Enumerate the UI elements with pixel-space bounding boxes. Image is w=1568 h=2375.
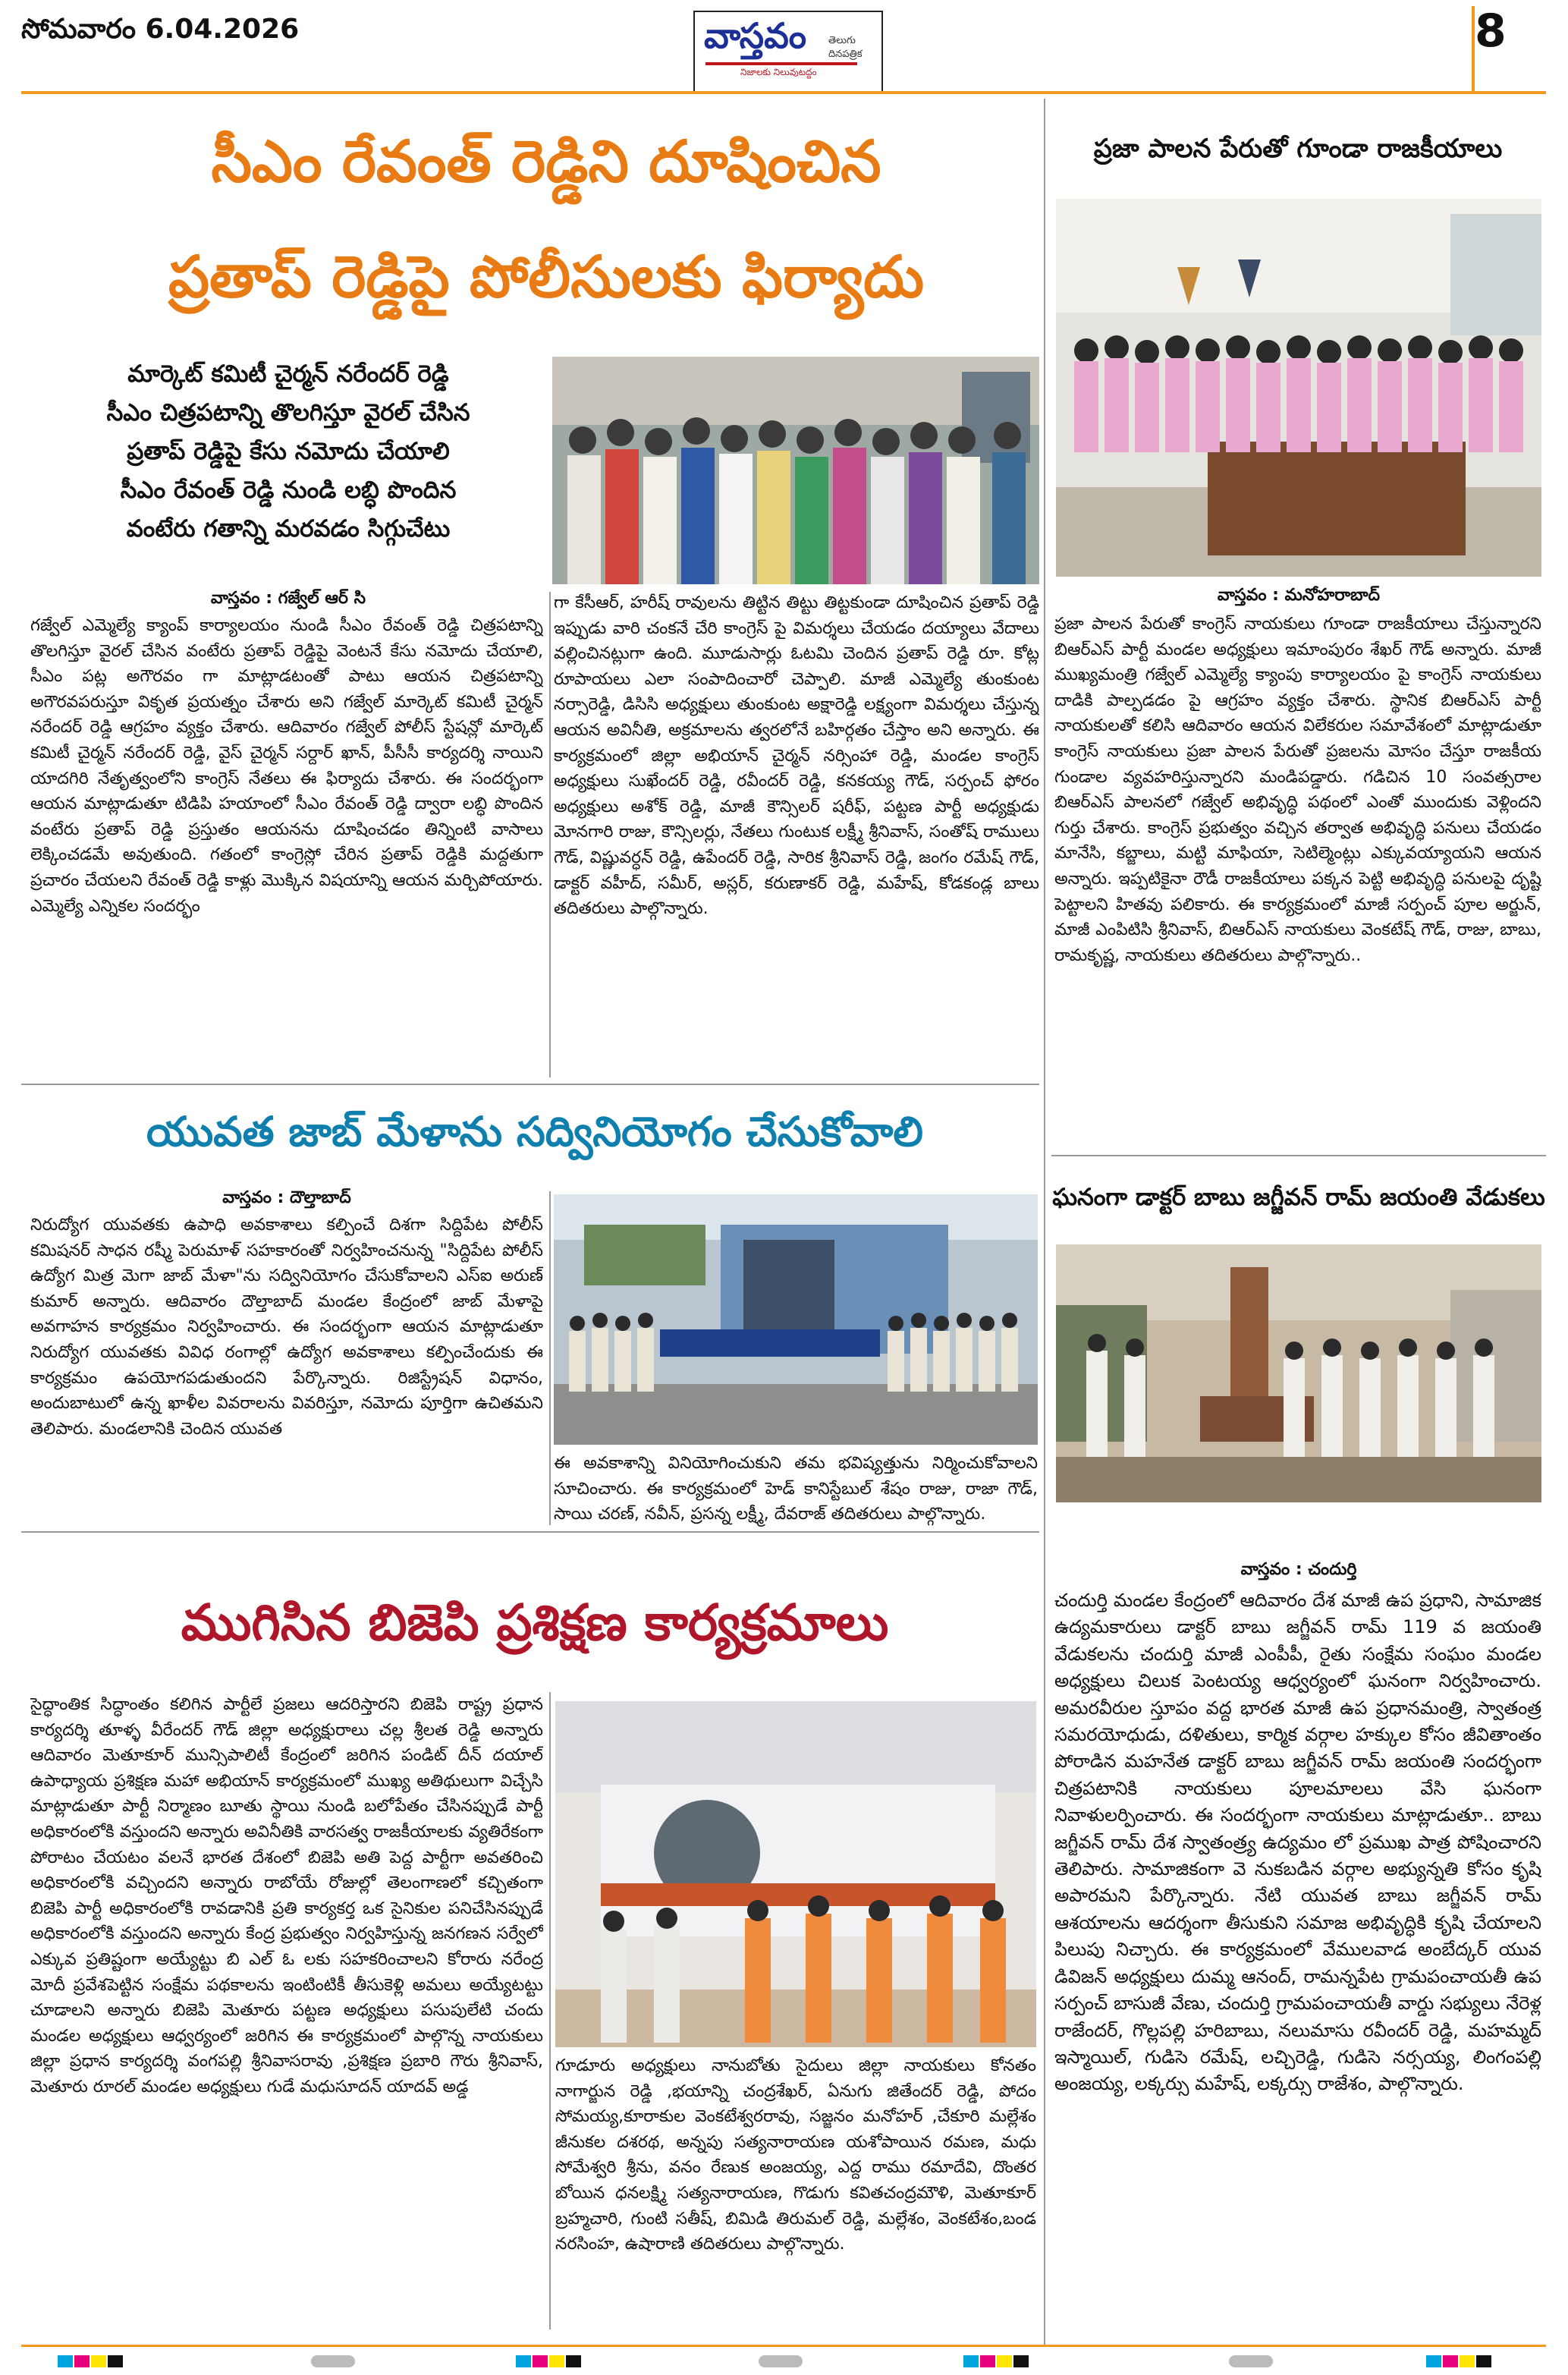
- black-swatch: [1013, 2355, 1029, 2367]
- story3-body-col1: నిరుద్యోగ యువతకు ఉపాధి అవకాశాలు కల్పించే దిశగా సిద్దిపేట పోలీస్ కమిషనర్ సాధన రష్మీ పెరుమాళ్ సహకారంతో నిర్వహించనున్న "సిద్దిపేట పోలీస్ ఉద్యోగ మిత్ర మెగా జాబ్ మేళా"ను సద్వినియోగం చేసుకోవాలని ఎస్ఐ అరుణ్ కుమార్ అన్నారు. ఆదివారం దౌల్తాబాద్ మండల కేంద్రంలో జాబ్ మేళాపై అవగాహన కార్యక్రమం నిర్వహించారు. ఈ సందర్భంగా ఆయన మాట్లాడుతూ నిరుద్యోగ యువతకు వివిధ రంగాల్లో ఉద్యోగ అవకాశాలు కల్పించేందుకు ఈ కార్యక్రమం ఉపయోగపడుతుందని పేర్కొన్నారు. రిజిస్ట్రేషన్ విధానం, అందుబాటులో ఉన్న ఖాళీల వివరాలను వివరిస్తూ, నమోదు పూర్తిగా ఉచితమని తెలిపారు. మండలానికి చెందిన యువత: [30, 1216, 543, 1439]
- newspaper-logo: [693, 11, 883, 93]
- story3-credit: వాస్తవం : దౌల్తాబాద్: [222, 1188, 351, 1207]
- black-swatch: [566, 2355, 581, 2367]
- story3-headline: యువత జాబ్ మేళాను సద్వినియోగం చేసుకోవాలి: [146, 1108, 923, 1156]
- cyan-swatch: [1426, 2355, 1441, 2367]
- masthead-rule: [21, 91, 1546, 94]
- logo-pen-bar: [705, 62, 857, 65]
- black-swatch: [108, 2355, 123, 2367]
- section-rule: [21, 1084, 1039, 1085]
- story5-body-col1: సైద్ధాంతిక సిద్ధాంతం కలిగిన పార్టీలే ప్రజలు ఆదరిస్తారని బిజెపి రాష్ట్ర ప్రధాన కార్యదర్శి తూళ్ళ వీరేందర్ గౌడ్ జిల్లా అధ్యక్షురాలు చల్ల శ్రీలత రెడ్డి అన్నారు ఆదివారం మెతూకూర్ మున్సిపాలిటీ కేంద్రంలో జరిగిన పండిట్ దీన్ దయాల్ ఉపాధ్యాయ ప్రశిక్షణ మహా అభియాన్ కార్యక్రమంలో ముఖ్య అతిథులుగా విచ్చేసి మాట్లాడుతూ పార్టీ నిర్మాణం బూతు స్థాయి నుండి బలోపేతం చేసినప్పుడే పార్టీ అధికారంలోకి వస్తుందని అన్నారు అవినీతికి వారసత్వ రాజకీయాలకు వ్యతిరేకంగా పోరాటం చేయటం వలనే భారత దేశంలో బిజెపి అతి పెద్ద పార్టీగా అవతరించి అధికారంలోకి వచ్చిందని అన్నారు రాబోయే రోజుల్లో తెలంగాణలో కచ్చితంగా బిజెపి పార్టీ అధికారంలోకి రావడానికి ప్రతి కార్యకర్త ఒక సైనికుల పనిచేసినప్పుడే అధికారంలోకి వస్తుందని అన్నారు కేంద్ర ప్రభుత్వం నిర్వహిస్తున్న జనగణన సర్వేలో ఎక్కువ ప్రతిష్టంగా అయ్యేట్టు బి ఎల్ ఓ లకు సహకరించాలని కోరారు నరేంద్ర మోదీ ప్రవేశపెట్టిన సంక్షేమ పథకాలను ఇంటింటికీ తీసుకెళ్లి అమలు అయ్యేటట్టు చూడాలని అన్నారు బిజెపి మెతూరు పట్టణ అధ్యక్షులు పసుపులేటి చందు మండల అధ్యక్షులు ఆధ్వర్యంలో జరిగిన ఈ కార్యక్రమంలో పాల్గొన్న నాయకులు జిల్లా ప్రధాన కార్యదర్శి వంగపల్లి శ్రీనివాసరావు ,ప్రశిక్షణ ప్రబారి గౌరు శ్రీనివాస్, మెతూరు రూరల్ మండల అధ్యక్షులు గుడే మధుసూదన్ యాదవ్ అడ్డ: [30, 1695, 543, 2097]
- story2-photo: [1056, 199, 1541, 577]
- magenta-swatch: [533, 2355, 548, 2367]
- yellow-swatch: [997, 2355, 1012, 2367]
- story4-headline: ఘనంగా డాక్టర్ బాబు జగ్జీవన్ రామ్ జయంతి వేడుకలు: [1052, 1184, 1545, 1211]
- story3-body-col2: ఈ అవకాశాన్ని వినియోగించుకుని తమ భవిష్యత్తును నిర్మించుకోవాలని సూచించారు. ఈ కార్యక్రమంలో హెడ్ కానిస్టేబుల్ శేషం రాజు, రాజా గౌడ్, సాయి చరణ్, నవీన్, ప్రసన్న లక్ష్మీ, దేవరాజ్ తదితరులు పాల్గొన్నారు.: [554, 1454, 1038, 1524]
- cyan-swatch: [58, 2355, 73, 2367]
- logo-tagline: నిజాలకు నిలువుటద్దం: [740, 67, 817, 77]
- magenta-swatch: [980, 2355, 995, 2367]
- section-rule: [21, 1531, 1039, 1533]
- story4-photo-illustration: [1056, 1244, 1541, 1502]
- yellow-swatch: [549, 2355, 564, 2367]
- story2-headline: ప్రజా పాలన పేరుతో గూండా రాజకీయాలు: [1093, 134, 1503, 164]
- deck-line: ప్రతాప్ రెడ్డిపై కేసు నమోదు చేయాలి: [127, 438, 450, 465]
- story2-body: ప్రజా పాలన పేరుతో కాంగ్రెస్ నాయకులు గూండా రాజకీయాలు చేస్తున్నారని బిఆర్ఎస్ పార్టీ మండల అధ్యక్షులు ఇమాంపురం శేఖర్ గౌడ్ అన్నారు. మాజీ ముఖ్యమంత్రి గజ్వేల్ ఎమ్మెల్యే క్యాంపు కార్యాలయం పై కాంగ్రెస్ నాయకులు దాడికి పాల్పడడం పై ఆగ్రహం వ్యక్తం చేశారు. స్థానిక బిఆర్ఎస్ పార్టీ నాయకులతో కలిసి ఆదివారం ఆయన విలేకరుల సమావేశంలో మాట్లాడుతూ కాంగ్రెస్ నాయకులు ప్రజా పాలన పేరుతో ప్రజలను మోసం చేస్తూ రాజకీయ గుండాల వ్యవహరిస్తున్నారని మండిపడ్డారు. గడిచిన 10 సంవత్సరాల బిఆర్ఎస్ పాలనలో గజ్వేల్ అభివృద్ధి పథంలో ఎంతో ముందుకు వెళ్లిందని గుర్తు చేశారు. కాంగ్రెస్ ప్రభుత్వం వచ్చిన తర్వాత అభివృద్ధి పనులు చేయడం మానేసి, కబ్జాలు, మట్టి మాఫియా, సెటిల్మెంట్లు ఎక్కువయ్యాయని ఆయన అన్నారు. ఇప్పటికైనా రౌడీ రాజకీయాలు పక్కన పెట్టి అభివృద్ధి పనులపై దృష్టి పెట్టాలని హితవు పలికారు. ఈ కార్యక్రమంలో మాజీ సర్పంచ్ పూల అర్జున్, మాజీ ఎంపిటిసి శ్రీనివాస్, బిఆర్ఎస్ నాయకులు వెంకటేష్ గౌడ్, రాజు, బాబు, రామకృష్ణ, నాయకులు తదితరులు పాల్గొన్నారు..: [1054, 615, 1541, 965]
- magenta-swatch: [1443, 2355, 1458, 2367]
- black-swatch: [1476, 2355, 1491, 2367]
- story4-body: చందుర్తి మండల కేంద్రంలో ఆదివారం దేశ మాజీ ఉప ప్రధాని, సామాజిక ఉద్యమకారులు డాక్టర్ బాబు జగ్జీవన్ రామ్ 119 వ జయంతి వేడుకలను చందుర్తి మాజీ ఎంపీపీ, రైతు సంక్షేమ సంఘం మండల అధ్యక్షులు చిలుక పెంటయ్య ఆధ్వర్యంలో ఘనంగా నిర్వహించారు. అమరవీరుల స్తూపం వద్ద భారత మాజీ ఉప ప్రధానమంత్రి, స్వాతంత్ర సమరయోధుడు, దళితులు, కార్మిక వర్గాల హక్కుల కోసం జీవితాంతం పోరాడిన మహనేత డాక్టర్ బాబు జగ్జీవన్ రామ్ జయంతి సందర్భంగా చిత్రపటానికి నాయకులు పూలమాలలు వేసి ఘనంగా నివాళులర్పించారు. ఈ సందర్భంగా నాయకులు మాట్లాడుతూ.. బాబు జగ్జీవన్ రామ్ దేశ స్వాతంత్ర్య ఉద్యమం లో ప్రముఖ పాత్ర పోషించారని తెలిపారు. సామాజికంగా వె నుకబడిన వర్గాల అభ్యున్నతి కోసం కృషి అపారమని పేర్కొన్నారు. నేటి యువత బాబు జగ్జీవన్ రామ్ ఆశయాలను ఆదర్శంగా తీసుకుని సమాజ అభివృద్ధికి కృషి చేయాలని పిలుపు నిచ్చారు. ఈ కార్యక్రమంలో వేములవాడ అంబేద్కర్ యువ డివిజన్ అధ్యక్షులు దుమ్మ ఆనంద్, రామన్నపేట గ్రామపంచాయతీ ఉప సర్పంచ్ బాసుజీ వేణు, చందుర్తి గ్రామపంచాయతీ వార్డు సభ్యులు నేరెళ్ల రాజేందర్, గొల్లపల్లి హరిబాబు, నలుమాసు రవీందర్ రెడ్డి, మహమ్మద్ ఇస్మాయిల్, గుడిసె రమేష్, లచ్చిరెడ్డి, గుడిసె నర్సయ్య, లింగంపల్లి అంజయ్య, లక్కర్సు మహేష్, లక్కర్సు రాజేశం, పాల్గొన్నారు.: [1054, 1590, 1541, 2095]
- story1-body-col2: గా కేసీఆర్, హరీష్ రావులను తిట్టిన తిట్టు తిట్టకుండా దూషించిన ప్రతాప్ రెడ్డి ఇప్పుడు వారి చంకనే చేరి కాంగ్రెస్ పై విమర్శలు చేయడం దయ్యాలు వేదాలు వల్లించినట్లుగా ఉంది. మూడుసార్లు ఓటమి చెందిన ప్రతాప్ రెడ్డి రూ. కోట్ల రూపాయలు ఎలా సంపాదించారో చెప్పాలి. మాజీ ఎమ్మెల్యే తుంకుంట నర్సారెడ్డి, డిసిసి అధ్యక్షులు తుంకుంట అక్షారెడ్డి లక్ష్యంగా విమర్శలు చేస్తున్న ఆయన అవినీతి, అక్రమాలను త్వరలోనే బహిర్గతం చేస్తాం అని అన్నారు. ఈ కార్యక్రమంలో జిల్లా అభియాన్ చైర్మన్ నర్సింహా రెడ్డి, మండల కాంగ్రెస్ అధ్యక్షులు సుఖేందర్ రెడ్డి, రవీందర్ రెడ్డి, కనకయ్య గౌడ్, సర్పంచ్ ఫోరం అధ్యక్షులు అశోక్ రెడ్డి, మాజీ కౌన్సిలర్ షరీఫ్, పట్టణ పార్టీ అధ్యక్షుడు మోనగారి రాజు, కౌన్సిలర్లు, నేతలు గుంటుక లక్ష్మీ శ్రీనివాస్, సంతోష్ రాములు గౌడ్, విష్ణువర్ధన్ రెడ్డి, ఉపేందర్ రెడ్డి, సారిక శ్రీనివాస్ రెడ్డి, జంగం రమేష్ గౌడ్, డాక్టర్ వహీద్, సమీర్, అస్లర్, కరుణాకర్ రెడ్డి, మహేష్, కోడకండ్ల బాలు తదితరులు పాల్గొన్నారు.: [554, 593, 1039, 919]
- deck-line: సీఎం రేవంత్ రెడ్డి నుండి లబ్ధి పొందిన: [120, 477, 457, 504]
- cyan-swatch: [516, 2355, 531, 2367]
- deck-line: వంటేరు గతాన్ని మరవడం సిగ్గుచేటు: [126, 515, 451, 543]
- issue-date: సోమవారం 6.04.2026: [21, 14, 300, 45]
- cyan-swatch: [963, 2355, 979, 2367]
- story5-photo-illustration: [555, 1701, 1036, 2047]
- yellow-swatch: [91, 2355, 106, 2367]
- deck-line: సీఎం చిత్రపటాన్ని తొలగిస్తూ వైరల్ చేసిన: [106, 399, 470, 426]
- story1-body-col1: గజ్వేల్ ఎమ్మెల్యే క్యాంప్ కార్యాలయం నుండి సీఎం రేవంత్ రెడ్డి చిత్రపటాన్ని తొలగిస్తూ వైరల్ చేసిన వంటేరు ప్రతాప్ రెడ్డిపై వెంటనే కేసు నమోదు చేయాలి, సీఎం పట్ల అగౌరవం గా మాట్లాడటంతో పాటు ఆయన చిత్రపటాన్ని అగౌరవపరుస్తూ వికృత ప్రయత్నం చేశారు అని గజ్వేల్ మార్కెట్ కమిటీ చైర్మన్ నరేందర్ రెడ్డి ఆగ్రహం వ్యక్తం చేశారు. ఆదివారం గజ్వేల్ పోలీస్ స్టేషన్లో మార్కెట్ కమిటీ చైర్మన్ నరేందర్ రెడ్డి, వైస్ చైర్మన్ సర్దార్ ఖాన్, పీసీసీ కార్యదర్శి నాయిని యాదగిరి నేతృత్వంలోని కాంగ్రెస్ నేతలు ఈ ఫిర్యాదు చేశారు. ఈ సందర్భంగా ఆయన మాట్లాడుతూ టిడిపి హయాంలో సీఎం రేవంత్ రెడ్డి ద్వారా లబ్ధి పొందిన వంటేరు ప్రతాప్ రెడ్డి ప్రస్తుతం ఆయనను దూషించడం తిన్నింటి వాసాలు లెక్కించడమే అవుతుంది. గతంలో కాంగ్రెస్లో చేరిన ప్రతాప్ రెడ్డికి మద్దతుగా ప్రచారం చేయలని రేవంత్ రెడ్డి కాళ్లు మొక్కిన విషయాన్ని ఆయన మర్చిపోయారు. ఎమ్మెల్యే ఎన్నికల సందర్భం: [30, 616, 543, 916]
- logo-title: వాస్తవం: [704, 15, 807, 56]
- story2-credit: వాస్తవం : మనోహరాబాద్: [1217, 586, 1381, 605]
- right-column-divider: [1044, 99, 1045, 2345]
- yellow-swatch: [1460, 2355, 1475, 2367]
- story1-headline-line2: ప్రతాప్ రెడ్డిపై పోలీసులకు ఫిర్యాదు: [168, 243, 925, 310]
- column-divider: [549, 1692, 551, 2329]
- story3-photo-illustration: [554, 1194, 1038, 1445]
- story1-headline-line1: సీఎం రేవంత్ రెడ్డిని దూషించిన: [211, 127, 881, 195]
- footer-rule: [21, 2345, 1546, 2347]
- story2-photo-illustration: [1056, 199, 1541, 577]
- registration-pill: [759, 2355, 803, 2367]
- story1-photo: [552, 357, 1039, 584]
- registration-pill: [1229, 2355, 1273, 2367]
- story3-photo: [554, 1194, 1038, 1445]
- story4-photo: [1056, 1244, 1541, 1502]
- registration-pill: [311, 2355, 355, 2367]
- magenta-swatch: [74, 2355, 90, 2367]
- column-divider: [549, 592, 551, 1077]
- story5-headline: ముగిసిన బిజెపి ప్రశిక్షణ కార్యక్రమాలు: [181, 1593, 889, 1652]
- story5-photo: [555, 1701, 1036, 2047]
- story4-credit: వాస్తవం : చందుర్తి: [1240, 1560, 1357, 1579]
- deck-line: మార్కెట్ కమిటీ చైర్మన్ నరేందర్ రెడ్డి: [127, 360, 449, 388]
- story5-body-col2: గూడూరు అధ్యక్షులు నానుబోతు సైదులు జిల్లా నాయకులు కోనతం నాగార్జున రెడ్డి ,భయాన్ని చంద్రశేఖర్, ఏనుగు జితేందర్ రెడ్డి, పోదం సోమయ్య,కూరాకుల వెంకటేశ్వరరావు, సజ్జనం మనోహర్ ,చేకూరి మల్లేశం జీనుకల దశరథ, అన్నపు సత్యనారాయణ యశోపాయిన రమణ, మధు సోమేశ్వరి శ్రీను, వనం రేణుక అంజయ్య, ఎద్ద రాము రమాదేవి, దొంతర బోయిన ధనలక్ష్మి సత్యనారాయణ, గొడుగు కవితచంద్రమౌళి, మెతూకూర్ బ్రహ్మచారి, గుంటి సతీష్, బిమిడి తిరుమల్ రెడ్డి, మల్లేశం, వెంకటేశం,బండ నరసింహ, ఉషారాణి తదితరులు పాల్గొన్నారు.: [555, 2056, 1036, 2254]
- print-registration-marks: [0, 2355, 1568, 2370]
- logo-side-text: తెలుగు దినపత్రిక: [828, 35, 863, 60]
- story1-credit: వాస్తవం : గజ్వేల్ ఆర్ సి: [210, 589, 366, 608]
- section-rule: [1051, 1155, 1546, 1156]
- story1-deck: [30, 355, 546, 549]
- page-number: 8: [1475, 5, 1507, 58]
- column-divider: [549, 1191, 551, 1525]
- story1-photo-illustration: [552, 357, 1039, 584]
